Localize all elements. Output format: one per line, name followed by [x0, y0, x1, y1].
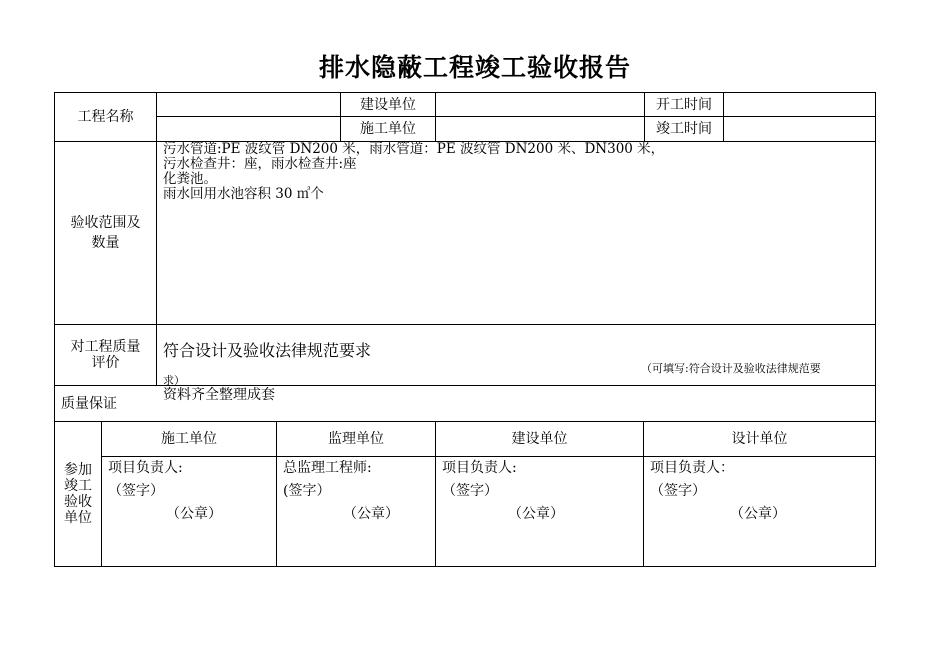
scope-label-line2: 数量	[91, 235, 120, 251]
start-time-label: 开工时间	[656, 96, 712, 113]
participants-label-line-3: 验收	[64, 494, 92, 510]
quality-eval-note-tail: 求）	[163, 374, 185, 387]
role-label: 总监理工程师:	[283, 460, 372, 476]
start-time-field[interactable]	[724, 93, 875, 116]
header-supervisor-unit: 监理单位	[328, 431, 384, 447]
participants-label-line-1: 参加	[64, 462, 92, 478]
scope-label-line1: 验收范围及	[70, 215, 141, 231]
sign-label: （签字）	[442, 483, 498, 499]
role-label: 项目负责人:	[442, 460, 517, 476]
signature-block-supervisor[interactable]	[283, 460, 433, 564]
header-design-unit: 设计单位	[731, 431, 788, 447]
role-label: 项目负责人：	[650, 460, 734, 476]
quality-eval-label	[55, 325, 156, 385]
quality-assurance-value[interactable]: 资料齐全整理成套	[163, 387, 275, 403]
signature-block-construct[interactable]	[108, 460, 273, 564]
end-time-label: 竣工时间	[656, 121, 712, 137]
header-build-unit: 建设单位	[511, 431, 568, 447]
quality-eval-note: （可填写:符合设计及验收法律规范要	[641, 362, 821, 375]
sign-label: （签字）	[108, 483, 164, 499]
seal-label: （公章）	[730, 506, 786, 522]
scope-label	[55, 142, 156, 324]
scope-line-2: 污水检查井：座，雨水检查井:座	[163, 156, 357, 172]
seal-label: （公章）	[343, 506, 399, 522]
quality-eval-label-line2: 评价	[91, 355, 120, 371]
construct-unit-field[interactable]	[436, 117, 644, 141]
signature-block-build[interactable]	[442, 460, 640, 564]
participants-label-line-4: 单位	[64, 510, 92, 526]
role-label: 项目负责人:	[108, 460, 183, 476]
quality-eval-value[interactable]: 符合设计及验收法律规范要求	[163, 341, 372, 360]
signature-block-design[interactable]	[650, 460, 872, 564]
header-construct-unit: 施工单位	[161, 431, 217, 447]
seal-label: （公章）	[508, 506, 564, 522]
build-unit-field[interactable]	[436, 93, 644, 116]
scope-content[interactable]	[163, 142, 873, 322]
seal-label: （公章）	[166, 506, 222, 522]
page-title: 排水隐蔽工程竣工验收报告	[318, 53, 631, 82]
end-time-field[interactable]	[724, 117, 875, 141]
sign-label: (签字）	[283, 483, 331, 499]
quality-eval-label-line1: 对工程质量	[70, 339, 141, 355]
project-name-label: 工程名称	[77, 109, 134, 125]
project-name-field[interactable]	[157, 93, 340, 141]
scope-line-1: 污水管道:PE 波纹管 DN200 米，雨水管道：PE 波纹管 DN200 米、DN300 米，	[163, 141, 665, 157]
scope-line-4: 雨水回用水池容积 30 ㎥个	[163, 186, 324, 202]
participants-label-line-2: 竣工	[64, 478, 92, 494]
participants-label	[55, 422, 101, 566]
construct-unit-label: 施工单位	[360, 121, 416, 137]
build-unit-label: 建设单位	[360, 96, 416, 113]
quality-assurance-label: 质量保证	[61, 395, 117, 412]
sign-label: （签字）	[650, 483, 706, 499]
scope-line-3: 化粪池。	[163, 171, 217, 187]
